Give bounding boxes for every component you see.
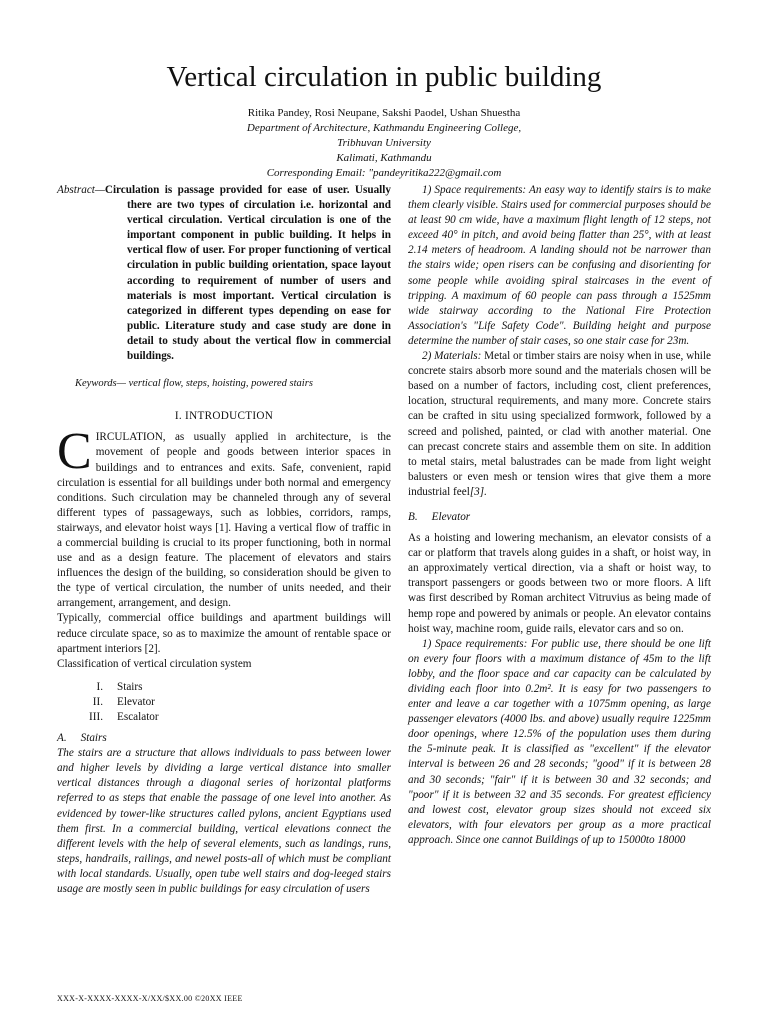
abstract bbox=[57, 183, 391, 364]
section-heading-introduction: I. INTRODUCTION bbox=[174, 410, 274, 423]
list-item-number: I. bbox=[96, 680, 103, 693]
paper-title: Vertical circulation in public building bbox=[166, 61, 602, 93]
list-item-label: Escalator bbox=[117, 711, 159, 723]
keywords: Keywords— vertical flow, steps, hoisting, powered stairs bbox=[75, 378, 313, 390]
subsection-number: B. bbox=[408, 510, 418, 523]
subsection-heading-stairs bbox=[57, 731, 391, 746]
subsection-title: Elevator bbox=[431, 510, 471, 523]
affiliation-line: Kalimati, Kathmandu bbox=[336, 152, 432, 164]
list-item-label: Stairs bbox=[117, 680, 143, 693]
left-column bbox=[57, 183, 391, 897]
list-item bbox=[57, 680, 391, 695]
elevator-paragraph: As a hoisting and lowering mechanism, an elevator consists of a car or platform that travels along guides in a shaft, or hoist way, in an approximately vertical direction, via a shaft or hoist way, to transport passengers or goods between two or more floors. A lift was first described by Roman architect Vitruvius as being made of hemp rope and powered by animals or people. An elevator contains hoist way, machine room, guide rails, elevator cars and so on. bbox=[408, 532, 711, 635]
list-item-number: II. bbox=[92, 695, 103, 708]
copyright-footer: XXX-X-XXXX-XXXX-X/XX/$XX.00 ©20XX IEEE bbox=[57, 994, 243, 1003]
intro-paragraph-2: Typically, commercial office buildings and apartment buildings will reduce circulate space, so as to maximize the amount of rentable space or apartment interiors [2]. bbox=[57, 612, 391, 655]
list-item-number: III. bbox=[89, 711, 103, 723]
drop-cap: C bbox=[57, 423, 92, 481]
stairs-paragraph: The stairs are a structure that allows individuals to pass between lower and higher levels by dividing a large vertical distance into smaller vertical distances through a diagonal series of horizontal platforms referred to as steps that enable the passage of one level into another. As evidenced by tower-like structures called pylons, ancient Egyptians used them first. In a commercial building, vertical elevations connect the different levels with the help of several elements, such as landings, runs, steps, handrails, railings, and newel posts-all of which must be compliant with local standards. Usually, open tube well stairs and dog-leeged stairs usage are mostly seen in public buildings for easy circulation of users bbox=[57, 747, 391, 896]
abstract-label: Abstract— bbox=[57, 184, 105, 196]
classification-list bbox=[57, 680, 391, 725]
intro-paragraph bbox=[57, 423, 391, 611]
subsection-number: A. bbox=[57, 732, 67, 745]
intro-paragraph-text: IRCULATION, as usually applied in architecture, is the movement of people and goods between interior spaces in buildings and to entrances and exits. Safe, convenient, rapid circulation is essential for all buildings under both normal and emergency conditions. Such circulation may be channeled through any of several different types of passageways, such as lobbies, corridors, ramps, stairways, and elevator hoist ways [1]. Having a vertical flow of traffic in a commercial building is crucial to its proper functioning, both in normal use and as a design feature. The placement of elevators and stairs influences the design of the building, so consideration should be given to the type of vertical circulation, the number of units needed, and their arrangement, arrangement, and design. bbox=[57, 431, 391, 610]
subsection-heading-elevator bbox=[408, 510, 711, 525]
list-item bbox=[57, 710, 391, 725]
elevator-space-requirements-paragraph: 1) Space requirements: For public use, there should be one lift on every four floors with a maximum distance of 45m to the lift lobby, and the floor space and car capacity can be calculated by dividing each floor into 0.2m². It is easy for two passengers to enter and leave a car together with a 1075mm opening, as large passenger elevators (4000 lbs. and above) usually require 1225mm door openings, where 12.5% of the population uses them during the 5-minute peak. It is classified as "excellent" if the elevator interval is between 26 and 28 seconds; "good" if it is between 28 and 30 seconds; "fair" if it is between 30 and 32 seconds; and "poor" if it is between 32 and 35 seconds. For greatest efficiency and lowest cost, elevator group sizes should not exceed six elevators, with four elevators per group as a more practical approach. Since one cannot Buildings of up to 15000to 18000 bbox=[408, 637, 711, 846]
materials-text: Metal or timber stairs are noisy when in use, while concrete stairs absorb more sound and the materials chosen will be based on a number of factors, including cost, client preferences, location, structural requirements, and many more. Concrete stairs can be crafted in situ using specialized formwork, followed by a screed and polished, painted, or clad with another material. One can precast concrete stairs and assemble them on site. In addition to metal stairs, metal balustrades can be made from light weight balusters or even mesh or tension wires that give them a more industrial feel bbox=[408, 350, 711, 498]
subsection-title: Stairs bbox=[80, 732, 107, 745]
materials-reference: [3]. bbox=[469, 485, 487, 498]
list-item-label: Elevator bbox=[117, 695, 155, 708]
abstract-text: Circulation is passage provided for ease of user. Usually there are two types of circulation i.e. horizontal and vertical circulation. Vertical circulation is one of the important component in public building. It helps in vertical flow of user. For proper functioning of vertical circulation in public building orientation, space layout according to requirement of number of users and materials is most important. Vertical circulation is categorized in different types depending on ease for public. Literature study and case study are done in detail to study about the vertical flow in commercial buildings. bbox=[104, 184, 391, 363]
right-column bbox=[408, 183, 711, 848]
author-block bbox=[0, 106, 768, 181]
materials-paragraph bbox=[408, 349, 711, 500]
author-names: Ritika Pandey, Rosi Neupane, Sakshi Paodel, Ushan Shuestha bbox=[247, 107, 521, 119]
materials-label: 2) Materials: bbox=[422, 350, 482, 363]
affiliation-line: Department of Architecture, Kathmandu Engineering College, bbox=[246, 122, 522, 134]
space-requirements-paragraph: 1) Space requirements: An easy way to identify stairs is to make them clearly visible. Stairs used for commercial purposes should be at least 90 cm wide, have a maximum flight length of 12 steps, not exceed 40° in pitch, and avoid being flatter than 25°, with at least 2.14 meters of headroom. A landing should not be narrower than the stairs wide; open risers can be confusing and disorienting for some people while avoiding spiral staircases in the event of tripping. A maximum of 60 people can pass through a 1525mm wide stairway according to the National Fire Protection Association's "Life Safety Code". Building height and purpose determine the number of stair cases, so one stair case for 23m. bbox=[408, 184, 711, 347]
list-item bbox=[57, 695, 391, 710]
affiliation-line: Tribhuvan University bbox=[337, 137, 431, 149]
corresponding-email: Corresponding Email: "pandeyritika222@gmail.com bbox=[266, 167, 502, 179]
intro-paragraph-3: Classification of vertical circulation system bbox=[57, 657, 252, 670]
